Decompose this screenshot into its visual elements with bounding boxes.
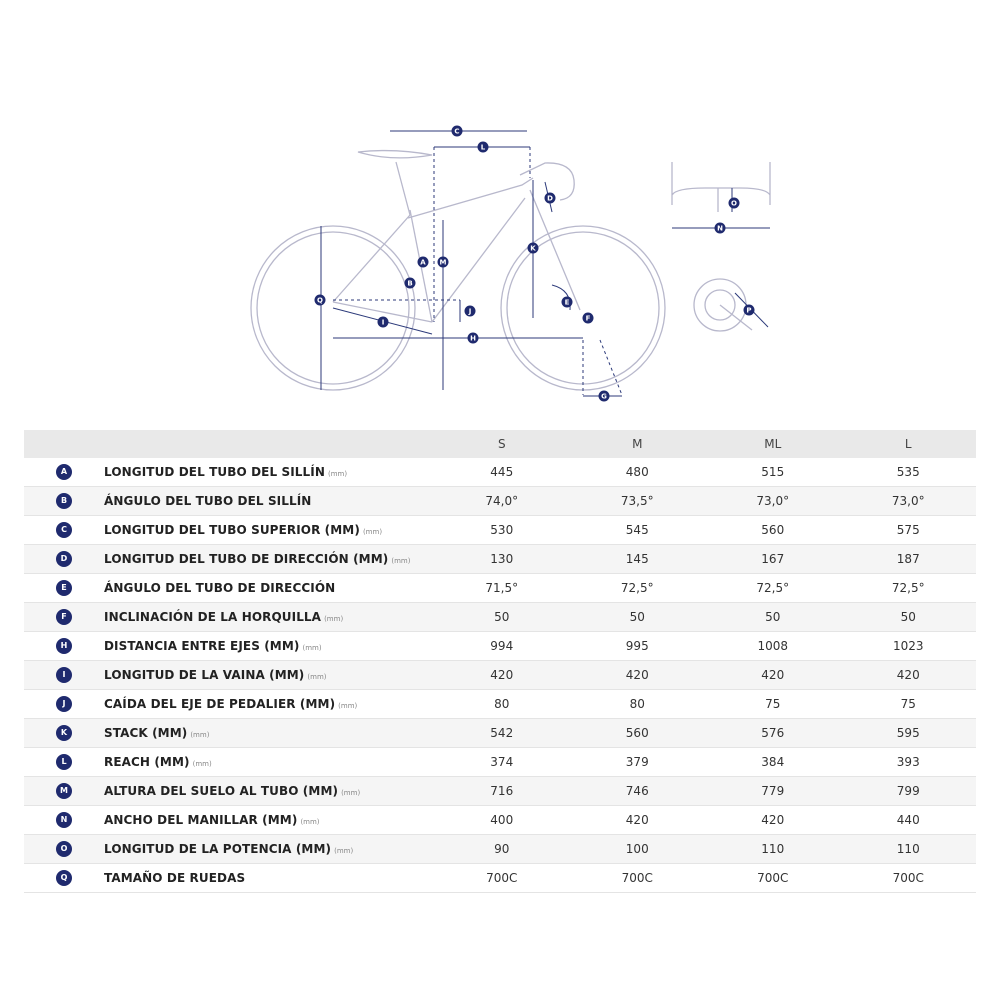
row-value-ml: 384 — [705, 748, 841, 777]
geometry-table-body — [24, 458, 976, 893]
svg-text:A: A — [420, 258, 426, 267]
row-name-cell — [104, 516, 434, 545]
row-name-cell — [104, 661, 434, 690]
header-size-m: M — [570, 430, 706, 458]
row-unit: (mm) — [302, 644, 322, 652]
row-key-badge: C — [56, 522, 72, 538]
table-row — [24, 835, 976, 864]
row-value-ml: 50 — [705, 603, 841, 632]
row-value-ml: 515 — [705, 458, 841, 487]
header-size-ml: ML — [705, 430, 841, 458]
row-value-ml: 73,0° — [705, 487, 841, 516]
svg-text:M: M — [439, 258, 447, 267]
row-value-m: 700C — [570, 864, 706, 893]
row-value-m: 379 — [570, 748, 706, 777]
row-key-badge: K — [56, 725, 72, 741]
row-value-l: 72,5° — [841, 574, 977, 603]
row-value-l: 75 — [841, 690, 977, 719]
row-name-cell — [104, 864, 434, 893]
header-key — [24, 430, 104, 458]
row-value-ml: 560 — [705, 516, 841, 545]
geometry-table — [24, 430, 976, 893]
row-name-cell — [104, 835, 434, 864]
row-key-cell — [24, 835, 104, 864]
row-parameter-name: ANCHO DEL MANILLAR (MM) — [104, 813, 298, 827]
row-value-ml: 75 — [705, 690, 841, 719]
row-value-l: 73,0° — [841, 487, 977, 516]
row-unit: (mm) — [391, 557, 411, 565]
row-value-s: 80 — [434, 690, 570, 719]
row-value-s: 374 — [434, 748, 570, 777]
svg-text:N: N — [717, 224, 723, 233]
row-key-cell — [24, 516, 104, 545]
row-key-cell — [24, 487, 104, 516]
row-value-ml: 779 — [705, 777, 841, 806]
row-parameter-name: LONGITUD DEL TUBO SUPERIOR (MM) — [104, 523, 360, 537]
header-size-l: L — [841, 430, 977, 458]
row-value-l: 535 — [841, 458, 977, 487]
row-key-cell — [24, 603, 104, 632]
row-value-m: 746 — [570, 777, 706, 806]
row-value-s: 716 — [434, 777, 570, 806]
svg-text:D: D — [547, 194, 553, 203]
table-row — [24, 487, 976, 516]
table-row — [24, 574, 976, 603]
row-value-l: 595 — [841, 719, 977, 748]
row-key-badge: F — [56, 609, 72, 625]
row-value-l: 1023 — [841, 632, 977, 661]
table-row — [24, 516, 976, 545]
row-key-cell — [24, 632, 104, 661]
table-row — [24, 748, 976, 777]
row-value-m: 560 — [570, 719, 706, 748]
table-row — [24, 864, 976, 893]
row-parameter-name: INCLINACIÓN DE LA HORQUILLA — [104, 610, 322, 624]
svg-text:F: F — [585, 314, 591, 323]
row-key-cell — [24, 719, 104, 748]
row-parameter-name: ÁNGULO DEL TUBO DEL SILLÍN — [104, 494, 312, 508]
bike-geometry-diagram — [0, 0, 1000, 420]
row-key-cell — [24, 864, 104, 893]
row-value-ml: 700C — [705, 864, 841, 893]
row-value-l: 799 — [841, 777, 977, 806]
row-value-m: 420 — [570, 661, 706, 690]
row-value-s: 445 — [434, 458, 570, 487]
row-value-s: 90 — [434, 835, 570, 864]
row-value-l: 440 — [841, 806, 977, 835]
row-value-m: 100 — [570, 835, 706, 864]
table-row — [24, 661, 976, 690]
row-name-cell — [104, 632, 434, 661]
row-name-cell — [104, 458, 434, 487]
svg-text:K: K — [530, 244, 536, 253]
row-parameter-name: REACH (MM) — [104, 755, 190, 769]
table-row — [24, 632, 976, 661]
row-key-badge: N — [56, 812, 72, 828]
row-value-s: 700C — [434, 864, 570, 893]
row-unit: (mm) — [341, 789, 361, 797]
row-unit: (mm) — [334, 847, 354, 855]
row-value-l: 420 — [841, 661, 977, 690]
row-name-cell — [104, 777, 434, 806]
row-parameter-name: ÁNGULO DEL TUBO DE DIRECCIÓN — [104, 581, 336, 595]
row-unit: (mm) — [307, 673, 327, 681]
row-value-m: 145 — [570, 545, 706, 574]
row-value-s: 994 — [434, 632, 570, 661]
svg-text:C: C — [454, 127, 460, 136]
row-key-badge: D — [56, 551, 72, 567]
table-row — [24, 458, 976, 487]
row-value-s: 542 — [434, 719, 570, 748]
table-row — [24, 603, 976, 632]
row-value-ml: 420 — [705, 661, 841, 690]
row-parameter-name: TAMAÑO DE RUEDAS — [104, 871, 246, 885]
svg-text:J: J — [468, 307, 472, 316]
row-key-cell — [24, 545, 104, 574]
seat-post — [396, 162, 410, 215]
row-parameter-name: CAÍDA DEL EJE DE PEDALIER (MM) — [104, 697, 336, 711]
svg-text:B: B — [407, 279, 413, 288]
row-value-s: 530 — [434, 516, 570, 545]
row-key-cell — [24, 690, 104, 719]
row-name-cell — [104, 545, 434, 574]
row-value-s: 130 — [434, 545, 570, 574]
row-key-badge: I — [56, 667, 72, 683]
row-parameter-name: ALTURA DEL SUELO AL TUBO (MM) — [104, 784, 339, 798]
row-parameter-name: LONGITUD DEL TUBO DE DIRECCIÓN (MM) — [104, 552, 389, 566]
row-value-s: 400 — [434, 806, 570, 835]
row-value-l: 187 — [841, 545, 977, 574]
row-value-ml: 420 — [705, 806, 841, 835]
row-key-badge: M — [56, 783, 72, 799]
svg-text:G: G — [601, 392, 607, 401]
row-unit: (mm) — [324, 615, 344, 623]
row-value-m: 420 — [570, 806, 706, 835]
row-key-badge: B — [56, 493, 72, 509]
row-unit: (mm) — [338, 702, 358, 710]
row-value-l: 575 — [841, 516, 977, 545]
row-name-cell — [104, 690, 434, 719]
row-unit: (mm) — [327, 470, 348, 478]
row-value-ml: 1008 — [705, 632, 841, 661]
table-row — [24, 806, 976, 835]
row-value-l: 110 — [841, 835, 977, 864]
row-value-s: 74,0° — [434, 487, 570, 516]
row-value-m: 995 — [570, 632, 706, 661]
svg-text:P: P — [746, 306, 752, 315]
row-key-badge: A — [56, 464, 72, 480]
row-key-badge: L — [56, 754, 72, 770]
row-name-cell — [104, 806, 434, 835]
front-wheel-inner — [507, 232, 659, 384]
row-key-badge: J — [56, 696, 72, 712]
row-key-badge: H — [56, 638, 72, 654]
row-parameter-name: DISTANCIA ENTRE EJES (MM) — [104, 639, 300, 653]
row-name-cell — [104, 719, 434, 748]
row-key-cell — [24, 661, 104, 690]
row-unit: (mm) — [190, 731, 210, 739]
row-parameter-name: LONGITUD DE LA VAINA (MM) — [104, 668, 305, 682]
row-value-s: 71,5° — [434, 574, 570, 603]
row-value-m: 80 — [570, 690, 706, 719]
row-unit: (mm) — [300, 818, 320, 826]
row-value-ml: 110 — [705, 835, 841, 864]
svg-text:L: L — [480, 143, 486, 152]
row-key-cell — [24, 806, 104, 835]
row-value-l: 700C — [841, 864, 977, 893]
header-size-s: S — [434, 430, 570, 458]
row-key-badge: O — [56, 841, 72, 857]
row-value-m: 72,5° — [570, 574, 706, 603]
row-key-badge: E — [56, 580, 72, 596]
svg-text:O: O — [731, 199, 737, 208]
table-row — [24, 777, 976, 806]
row-key-cell — [24, 748, 104, 777]
row-value-ml: 167 — [705, 545, 841, 574]
row-unit: (mm) — [192, 760, 212, 768]
row-key-cell — [24, 458, 104, 487]
row-value-ml: 72,5° — [705, 574, 841, 603]
row-value-l: 50 — [841, 603, 977, 632]
row-value-l: 393 — [841, 748, 977, 777]
row-value-m: 545 — [570, 516, 706, 545]
table-row — [24, 690, 976, 719]
header-name — [104, 430, 434, 458]
row-name-cell — [104, 574, 434, 603]
row-name-cell — [104, 748, 434, 777]
svg-text:I: I — [381, 318, 385, 327]
table-row — [24, 545, 976, 574]
svg-text:Q: Q — [317, 296, 323, 305]
row-value-s: 420 — [434, 661, 570, 690]
row-value-m: 480 — [570, 458, 706, 487]
row-parameter-name: LONGITUD DEL TUBO DEL SILLÍN — [104, 465, 325, 479]
row-value-s: 50 — [434, 603, 570, 632]
handlebar-front — [672, 162, 770, 205]
table-row — [24, 719, 976, 748]
table-header-row — [24, 430, 976, 458]
row-parameter-name: STACK (MM) — [104, 726, 188, 740]
row-unit: (mm) — [362, 528, 383, 536]
row-value-m: 73,5° — [570, 487, 706, 516]
row-key-badge: Q — [56, 870, 72, 886]
saddle — [358, 151, 432, 158]
row-parameter-name: LONGITUD DE LA POTENCIA (MM) — [104, 842, 332, 856]
row-key-cell — [24, 574, 104, 603]
row-value-m: 50 — [570, 603, 706, 632]
svg-text:E: E — [564, 298, 570, 307]
row-name-cell — [104, 603, 434, 632]
row-name-cell — [104, 487, 434, 516]
row-key-cell — [24, 777, 104, 806]
row-value-ml: 576 — [705, 719, 841, 748]
svg-text:H: H — [470, 334, 476, 343]
